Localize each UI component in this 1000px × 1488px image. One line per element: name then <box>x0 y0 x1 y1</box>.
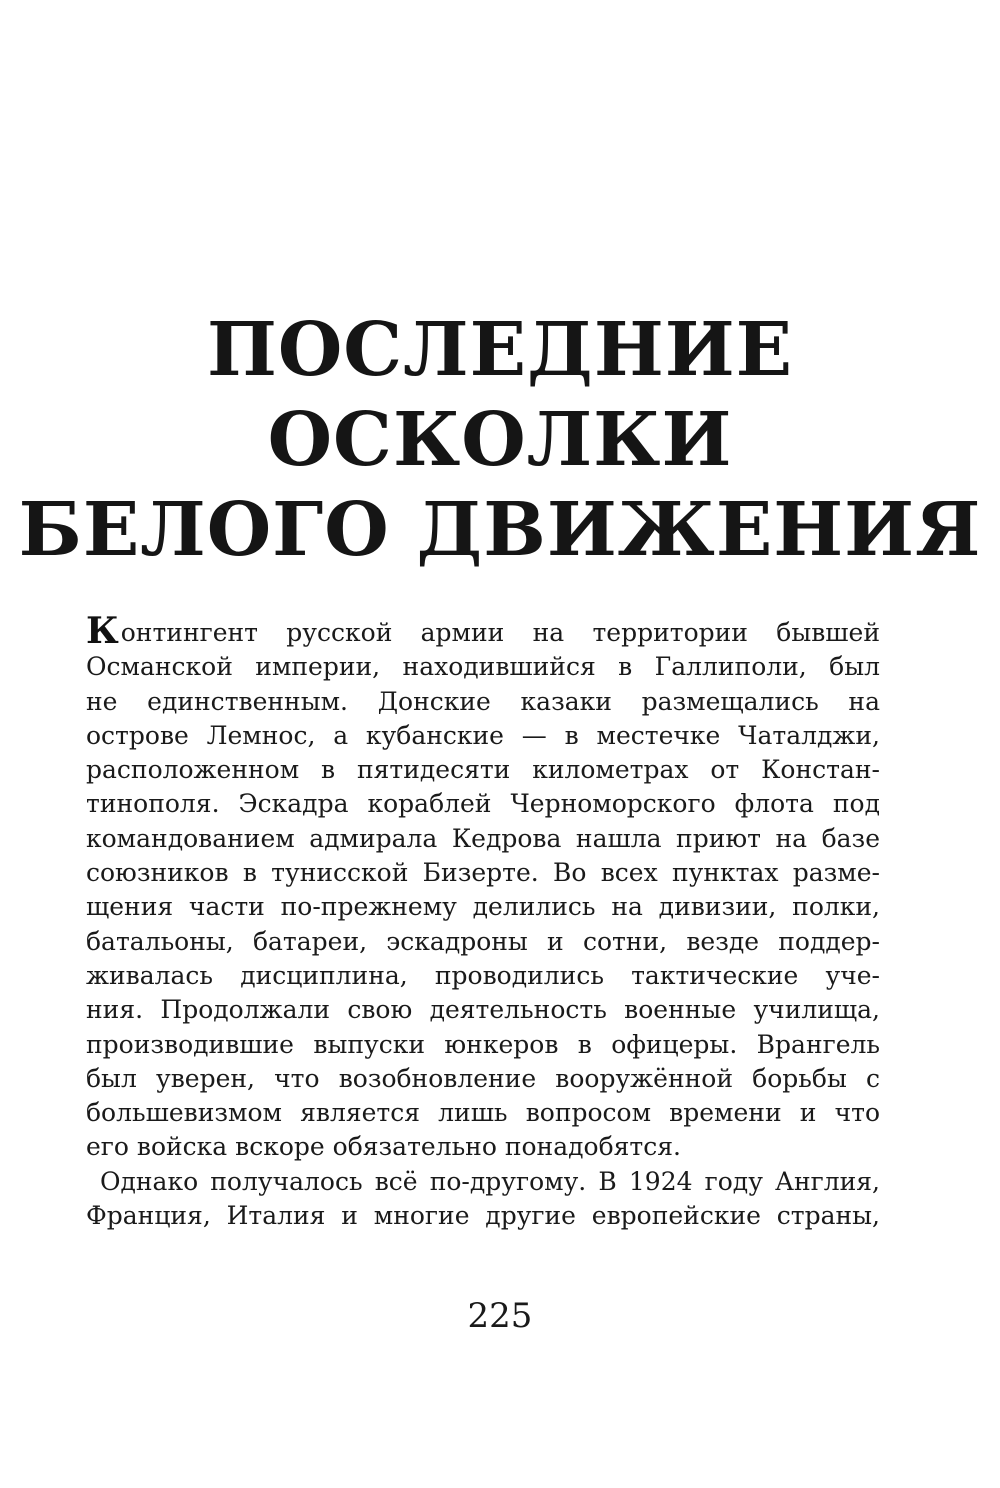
page-number: 225 <box>467 1296 533 1336</box>
text-line-8: союзников в тунисской Бизерте. Во всех пунктах разме- <box>86 858 880 888</box>
chapter-title-line-3: БЕЛОГО ДВИЖЕНИЯ <box>18 487 982 573</box>
body-text <box>86 610 880 1233</box>
text-line-6: тинополя. Эскадра кораблей Черноморского флота под <box>86 789 880 819</box>
text-line-1-content: онтингент русской армии на территории бывшей <box>120 618 880 647</box>
text-line-9: щения части по-прежнему делились на дивизии, полки, <box>86 892 880 922</box>
text-line-17: Однако получалось всё по-другому. В 1924 году Англия, <box>100 1166 880 1196</box>
text-line-18: Франция, Италия и многие другие европейские страны, <box>86 1201 880 1231</box>
text-line-3: не единственным. Донские казаки размещались на <box>86 686 880 716</box>
chapter-title-line-1: ПОСЛЕДНИЕ <box>206 307 794 393</box>
text-line-2: Османской империи, находившийся в Галлиполи, был <box>86 652 880 682</box>
text-line-16: его войска вскоре обязательно понадобятся. <box>86 1132 681 1162</box>
text-line-7: командованием адмирала Кедрова нашла приют на базе <box>86 823 880 853</box>
text-line-13: производившие выпуски юнкеров в офицеры. Врангель <box>86 1029 880 1059</box>
drop-cap: К <box>86 610 119 652</box>
text-line-1 <box>86 610 880 652</box>
chapter-title <box>0 305 1000 575</box>
text-line-14: был уверен, что возобновление вооружённой борьбы с <box>86 1063 880 1093</box>
text-line-5: расположенном в пятидесяти километрах от Констан- <box>86 755 880 785</box>
text-line-12: ния. Продолжали свою деятельность военные училища, <box>86 995 880 1025</box>
text-line-4: острове Лемнос, а кубанские — в местечке Чаталджи, <box>86 720 880 750</box>
chapter-title-line-2: ОСКОЛКИ <box>267 397 733 483</box>
text-line-15: большевизмом является лишь вопросом времени и что <box>86 1098 880 1128</box>
text-line-10: батальоны, батареи, эскадроны и сотни, везде поддер- <box>86 926 880 956</box>
text-line-11: живалась дисциплина, проводились тактические уче- <box>86 960 880 990</box>
